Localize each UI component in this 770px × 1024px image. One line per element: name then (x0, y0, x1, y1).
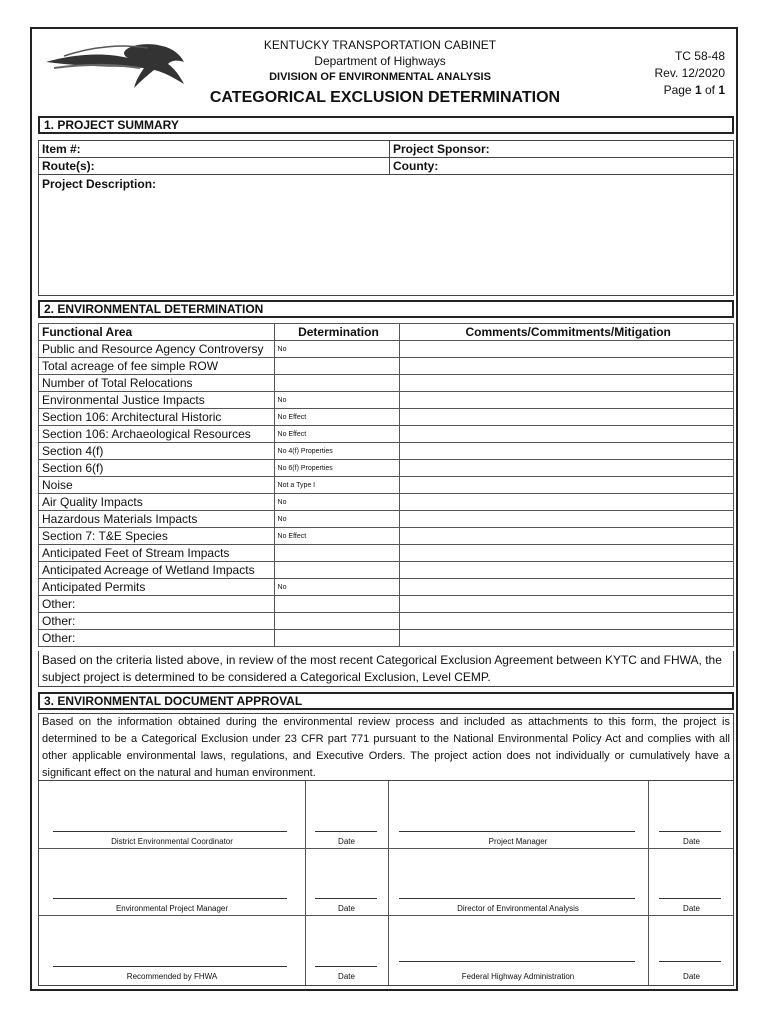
comment-cell[interactable] (400, 511, 734, 528)
area-cell: Number of Total Relocations (39, 375, 275, 392)
county-label: County: (393, 159, 439, 173)
table-row (39, 545, 734, 562)
area-cell: Air Quality Impacts (39, 494, 275, 511)
agency-name: KENTUCKY TRANSPORTATION CABINET (263, 38, 497, 52)
table-row (39, 358, 734, 375)
signature-line[interactable] (53, 831, 287, 832)
determination-cell[interactable]: No (274, 494, 400, 511)
comment-cell[interactable] (400, 579, 734, 596)
sponsor-label: Project Sponsor: (393, 142, 490, 156)
date-caption: Date (338, 972, 355, 981)
determination-cell[interactable]: No (274, 579, 400, 596)
comment-cell[interactable] (400, 375, 734, 392)
area-cell: Other: (39, 630, 275, 647)
kytc-horse-logo (44, 38, 194, 90)
signature-line[interactable] (53, 966, 287, 967)
table-row (39, 613, 734, 630)
area-cell: Noise (39, 477, 275, 494)
signature-line[interactable] (399, 961, 635, 962)
comment-cell[interactable] (400, 596, 734, 613)
col-comments: Comments/Commitments/Mitigation (400, 324, 734, 341)
area-cell: Section 7: T&E Species (39, 528, 275, 545)
table-row (39, 528, 734, 545)
area-cell: Other: (39, 613, 275, 630)
area-cell: Section 106: Architectural Historic (39, 409, 275, 426)
table-row (39, 460, 734, 477)
department-name: Department of Highways (314, 54, 446, 68)
table-row (39, 562, 734, 579)
comment-cell[interactable] (400, 392, 734, 409)
comment-cell[interactable] (400, 562, 734, 579)
form-title: CATEGORICAL EXCLUSION DETERMINATION (209, 89, 561, 106)
page-indicator: Page 1 of 1 (663, 83, 725, 97)
table-header-row (39, 324, 734, 341)
comment-cell[interactable] (400, 443, 734, 460)
section2-heading: 2. ENVIRONMENTAL DETERMINATION (38, 300, 734, 318)
date-line[interactable] (315, 898, 377, 899)
table-row (39, 426, 734, 443)
date-line[interactable] (659, 961, 721, 962)
table-row (39, 579, 734, 596)
area-cell: Hazardous Materials Impacts (39, 511, 275, 528)
date-caption: Date (683, 837, 700, 846)
determination-cell[interactable] (274, 375, 400, 392)
date-line[interactable] (315, 831, 377, 832)
date-line[interactable] (659, 898, 721, 899)
route-label: Route(s): (42, 159, 95, 173)
table-row (39, 392, 734, 409)
comment-cell[interactable] (400, 409, 734, 426)
table-row (39, 596, 734, 613)
area-cell: Section 106: Archaeological Resources (39, 426, 275, 443)
form-number: TC 58-48 (674, 49, 725, 63)
comment-cell[interactable] (400, 426, 734, 443)
signature-grid (38, 780, 734, 986)
determination-cell[interactable]: No (274, 341, 400, 358)
determination-cell[interactable]: No Effect (274, 426, 400, 443)
determination-cell[interactable]: No (274, 392, 400, 409)
signature-caption: District Environmental Coordinator (111, 837, 233, 846)
summary-line-1: Based on the criteria listed above, in review of the most recent Categorical Exclusion Agreement between KYTC and FHWA, the (42, 653, 722, 667)
area-cell: Anticipated Acreage of Wetland Impacts (39, 562, 275, 579)
environmental-table (38, 323, 734, 647)
signature-line[interactable] (399, 831, 635, 832)
comment-cell[interactable] (400, 613, 734, 630)
area-cell: Environmental Justice Impacts (39, 392, 275, 409)
determination-cell[interactable]: No Effect (274, 528, 400, 545)
signature-caption: Project Manager (488, 837, 548, 846)
determination-cell[interactable] (274, 596, 400, 613)
determination-cell[interactable] (274, 630, 400, 647)
table-row (39, 494, 734, 511)
signature-line[interactable] (399, 898, 635, 899)
determination-cell[interactable] (274, 613, 400, 630)
determination-cell[interactable]: No Effect (274, 409, 400, 426)
description-label: Project Description: (42, 177, 157, 191)
comment-cell[interactable] (400, 494, 734, 511)
form-meta (655, 48, 726, 99)
comment-cell[interactable] (400, 341, 734, 358)
table-row (39, 477, 734, 494)
approval-paragraph: Based on the information obtained during the environmental review process and included as attachments to this form, the project is determined to be a Categorical Exclusion under 23 CFR part 771 pursuant to the National Environmental Policy Act and complies with all other applicable environmental laws, regulations, and Executive Orders. The project action does not individually or cumulatively have a significant effect on the natural and human environment. (42, 716, 730, 779)
area-cell: Public and Resource Agency Controversy (39, 341, 275, 358)
comment-cell[interactable] (400, 358, 734, 375)
table-row (39, 630, 734, 647)
signature-caption: Federal Highway Administration (461, 972, 575, 981)
table-row (39, 375, 734, 392)
table-row (39, 443, 734, 460)
determination-cell[interactable]: No 6(f) Properties (274, 460, 400, 477)
signature-caption: Director of Environmental Analysis (457, 904, 579, 913)
summary-line-2: subject project is determined to be considered a Categorical Exclusion, Level CEMP. (42, 670, 491, 684)
date-line[interactable] (659, 831, 721, 832)
area-cell: Other: (39, 596, 275, 613)
comment-cell[interactable] (400, 477, 734, 494)
date-caption: Date (338, 904, 355, 913)
area-cell: Anticipated Feet of Stream Impacts (39, 545, 275, 562)
form-revision: Rev. 12/2020 (654, 66, 725, 80)
determination-cell[interactable] (274, 562, 400, 579)
area-cell: Section 6(f) (39, 460, 275, 477)
col-determination: Determination (274, 324, 400, 341)
determination-cell[interactable]: No 4(f) Properties (274, 443, 400, 460)
determination-cell[interactable]: No (274, 511, 400, 528)
division-name: DIVISION OF ENVIRONMENTAL ANALYSIS (269, 71, 491, 83)
signature-caption: Recommended by FHWA (126, 972, 218, 981)
determination-cell[interactable] (274, 358, 400, 375)
comment-cell[interactable] (400, 528, 734, 545)
determination-cell[interactable] (274, 545, 400, 562)
section1-heading: 1. PROJECT SUMMARY (38, 116, 734, 134)
date-caption: Date (338, 837, 355, 846)
col-functional-area: Functional Area (39, 324, 275, 341)
determination-cell[interactable]: Not a Type I (274, 477, 400, 494)
date-caption: Date (683, 972, 700, 981)
date-caption: Date (683, 904, 700, 913)
signature-caption: Environmental Project Manager (115, 904, 229, 913)
date-line[interactable] (315, 966, 377, 967)
comment-cell[interactable] (400, 545, 734, 562)
area-cell: Total acreage of fee simple ROW (39, 358, 275, 375)
area-cell: Anticipated Permits (39, 579, 275, 596)
signature-line[interactable] (53, 898, 287, 899)
comment-cell[interactable] (400, 460, 734, 477)
area-cell: Section 4(f) (39, 443, 275, 460)
table-row (39, 511, 734, 528)
section3-heading: 3. ENVIRONMENTAL DOCUMENT APPROVAL (38, 692, 734, 710)
comment-cell[interactable] (400, 630, 734, 647)
table-row (39, 341, 734, 358)
table-row (39, 409, 734, 426)
item-label: Item #: (42, 142, 81, 156)
